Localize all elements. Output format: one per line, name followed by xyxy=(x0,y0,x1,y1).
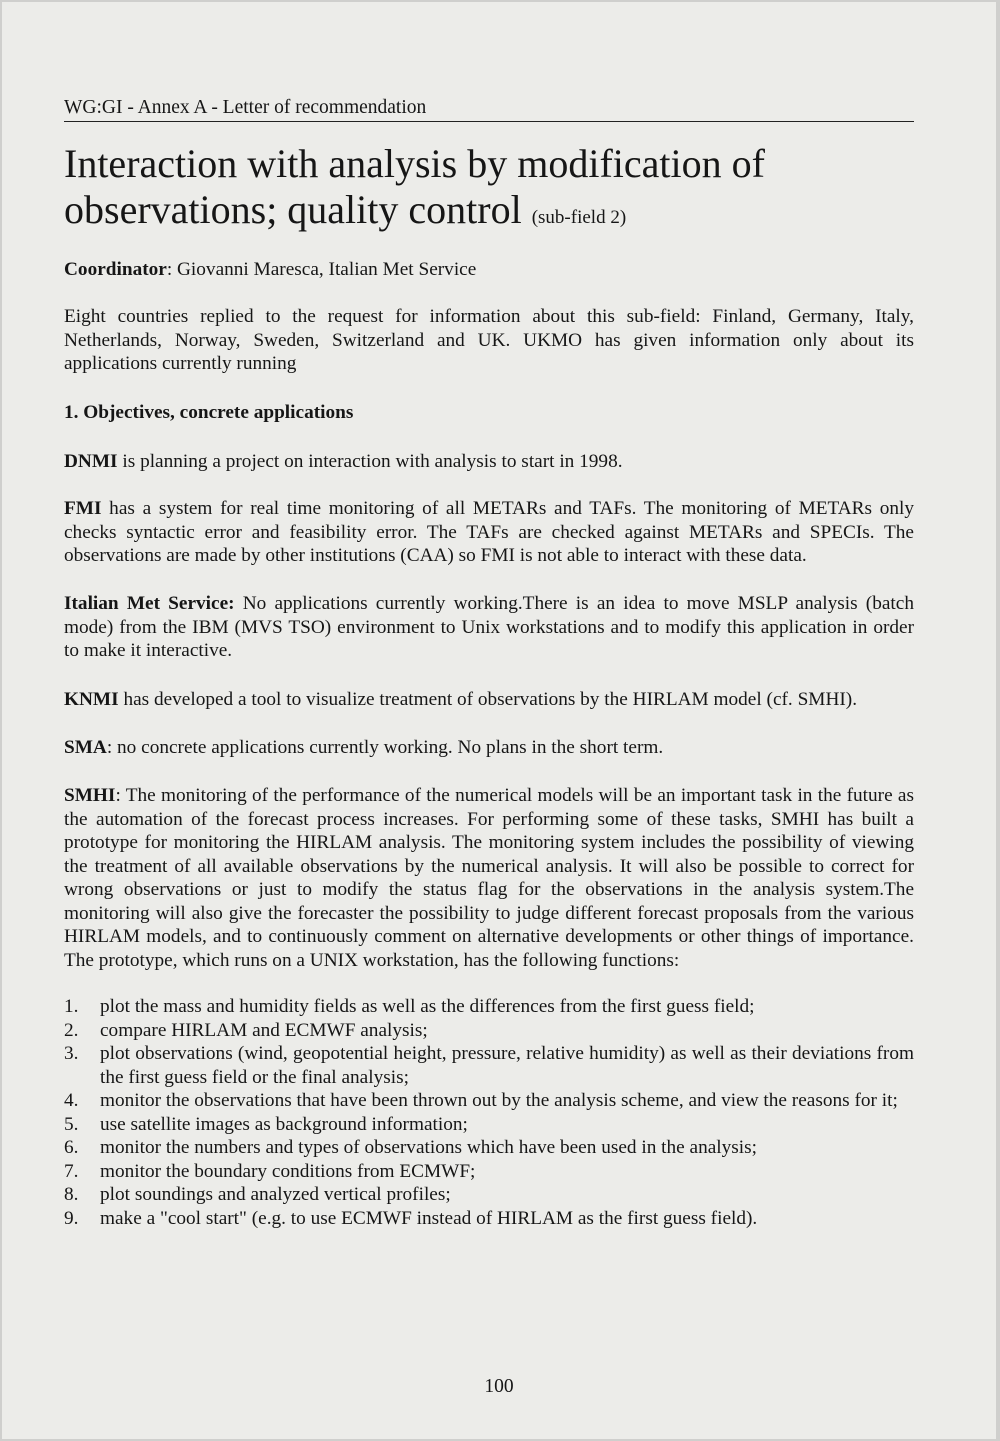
list-item-number: 7. xyxy=(64,1160,79,1182)
sma-text: : no concrete applications currently working. No plans in the short term. xyxy=(106,737,664,758)
fmi-label: FMI xyxy=(64,498,102,519)
list-item xyxy=(64,1160,914,1184)
list-item-text: plot soundings and analyzed vertical profiles; xyxy=(100,1184,451,1205)
list-item xyxy=(64,1089,914,1113)
list-item xyxy=(64,1207,914,1231)
list-item-number: 3. xyxy=(64,1043,79,1064)
list-item xyxy=(64,1136,914,1160)
dnmi-text: is planning a project on interaction with analysis to start in 1998. xyxy=(117,451,623,472)
coordinator-label: Coordinator xyxy=(64,259,167,280)
list-item-text: plot observations (wind, geopotential height, pressure, relative humidity) as well as their deviations from the first guess field or the final analysis; xyxy=(100,1043,914,1088)
list-item-number: 6. xyxy=(64,1137,79,1158)
functions-list xyxy=(64,995,914,1230)
list-item-number: 5. xyxy=(64,1113,79,1135)
coordinator-line xyxy=(64,258,914,282)
paragraph-sma xyxy=(64,736,914,760)
coordinator-text: : Giovanni Maresca, Italian Met Service xyxy=(166,259,477,280)
italian-label: Italian Met Service: xyxy=(64,593,235,614)
list-item-text: monitor the boundary conditions from ECMWF; xyxy=(100,1160,476,1182)
sma-label: SMA xyxy=(64,737,107,758)
list-item-text: plot the mass and humidity fields as well as the differences from the first guess field; xyxy=(100,996,755,1017)
fmi-text: has a system for real time monitoring of all METARs and TAFs. The monitoring of METARs only checks syntactic error and feasibility error. The TAFs are checked against METARs and SPECIs. The observations are made by other institutions (CAA) so FMI is not able to interact with these data. xyxy=(64,498,914,566)
intro-paragraph: Eight countries replied to the request for information about this sub-field: Finland, Germany, Italy, Netherlands, Norway, Sweden, Switzerland and UK. UKMO has given information only about its applications currently running xyxy=(64,306,914,374)
list-item-number: 9. xyxy=(64,1207,79,1229)
list-item-number: 2. xyxy=(64,1019,79,1041)
page-title xyxy=(64,141,944,241)
document-page xyxy=(2,2,996,1439)
list-item xyxy=(64,1019,914,1043)
list-item-text: use satellite images as background information; xyxy=(100,1113,468,1135)
list-item-text: make a "cool start" (e.g. to use ECMWF instead of HIRLAM as the first guess field). xyxy=(100,1207,758,1229)
section-heading xyxy=(64,401,914,425)
knmi-text: has developed a tool to visualize treatment of observations by the HIRLAM model (cf. SMHI). xyxy=(118,689,858,710)
list-item-number: 8. xyxy=(64,1184,79,1205)
list-item-number: 4. xyxy=(64,1090,79,1111)
paragraph-italian-met-service xyxy=(64,592,914,663)
list-item-text: monitor the observations that have been thrown out by the analysis scheme, and view the reasons for it; xyxy=(100,1090,898,1111)
section-heading-text: 1. Objectives, concrete applications xyxy=(64,402,354,423)
paragraph-knmi xyxy=(64,688,914,712)
title-main: Interaction with analysis by modification of observations; quality control xyxy=(64,141,765,232)
smhi-label: SMHI xyxy=(64,785,116,806)
list-item xyxy=(64,995,914,1019)
list-item-number: 1. xyxy=(64,996,79,1017)
running-head: WG:GI - Annex A - Letter of recommendation xyxy=(64,96,914,122)
list-item xyxy=(64,1183,914,1207)
paragraph-smhi xyxy=(64,784,914,972)
paragraph-dnmi xyxy=(64,450,914,474)
list-item-text: monitor the numbers and types of observations which have been used in the analysis; xyxy=(100,1137,758,1158)
dnmi-label: DNMI xyxy=(64,451,118,472)
knmi-label: KNMI xyxy=(64,689,119,710)
list-item xyxy=(64,1042,914,1089)
list-item-text: compare HIRLAM and ECMWF analysis; xyxy=(100,1019,428,1041)
title-subfield: (sub-field 2) xyxy=(531,207,627,228)
italian-text: No applications currently working.There is an idea to move MSLP analysis (batch mode) from the IBM (MVS TSO) environment to Unix workstations and to modify this application in order to make it interactive. xyxy=(64,593,914,661)
paragraph-fmi xyxy=(64,497,914,568)
list-item xyxy=(64,1113,914,1137)
smhi-text: : The monitoring of the performance of the numerical models will be an important task in the future as the automation of the forecast process increases. For performing some of these tasks, SMHI has built a prototype for monitoring the HIRLAM analysis. The monitoring system includes the possibility of viewing the treatment of all available observations by the numerical analysis. It will also be possible to correct for wrong observations or just to modify the status flag for the observations in the analysis system.The monitoring will also give the forecaster the possibility to judge different forecast proposals from the various HIRLAM models, and to continuously comment on alternative developments or other things of importance. The prototype, which runs on a UNIX workstation, has the following functions: xyxy=(64,785,914,971)
page-number: 100 xyxy=(484,1376,514,1397)
